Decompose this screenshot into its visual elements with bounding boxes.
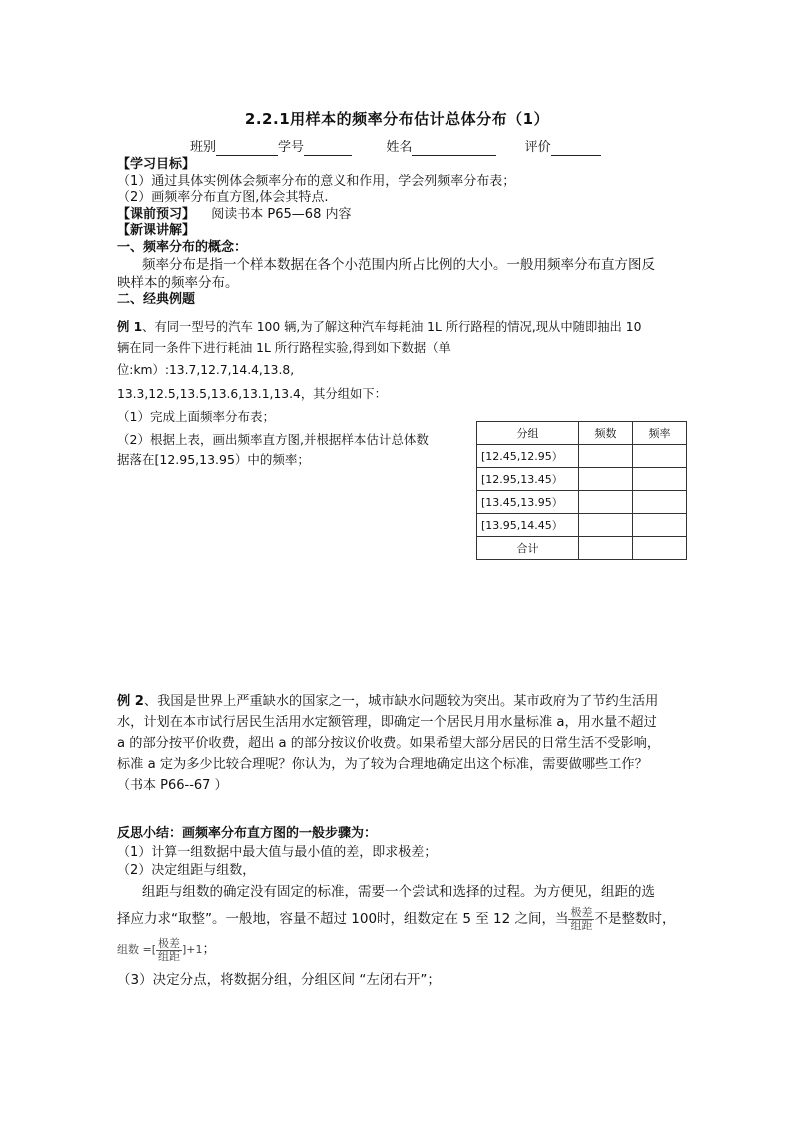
example-2-line-1: 例 2、我国是世界上严重缺水的国家之一，城市缺水问题较为突出。某市政府为了节约生活用 bbox=[117, 694, 659, 709]
table-cell[interactable] bbox=[579, 537, 633, 560]
table-cell: [12.95,13.45） bbox=[477, 468, 579, 491]
examples-heading: 二、经典例题 bbox=[117, 292, 196, 307]
table-row bbox=[477, 514, 687, 537]
table-cell: 合计 bbox=[477, 537, 579, 560]
example-1-label: 例 1 bbox=[117, 320, 143, 334]
class-label: 班别 bbox=[190, 140, 217, 155]
student-info-row bbox=[190, 140, 601, 156]
table-cell[interactable] bbox=[633, 468, 687, 491]
id-label: 学号 bbox=[278, 140, 305, 155]
formula-fraction: $\frac{\text{极差}}{\text{组距}}$ bbox=[158, 936, 181, 963]
concept-heading: 一、频率分布的概念： bbox=[117, 240, 248, 255]
group-count-formula: 组数 =[ $\frac{\text{极差}}{\text{组距}}$ ]+1； bbox=[117, 936, 216, 963]
example-1-question-2b: 据落在[12.95,13.95）中的频率； bbox=[117, 452, 310, 467]
table-cell[interactable] bbox=[633, 445, 687, 468]
name-label: 姓名 bbox=[386, 140, 413, 155]
page-title: 2.2.1用样本的频率分布估计总体分布（1） bbox=[244, 110, 550, 128]
summary-step-2: （2）决定组距与组数， bbox=[117, 863, 256, 878]
concept-text-1: 频率分布是指一个样本数据在各个小范围内所占比例的大小。一般用频率分布直方图反 bbox=[142, 257, 655, 273]
table-row bbox=[477, 491, 687, 514]
example-1-line-4: 13.3,12.5,13.5,13.6,13.1,13.4，其分组如下： bbox=[117, 387, 387, 401]
table-cell: [12.45,12.95） bbox=[477, 445, 579, 468]
class-field[interactable] bbox=[216, 142, 278, 156]
table-cell[interactable] bbox=[579, 445, 633, 468]
summary-step-1: （1）计算一组数据中最大值与最小值的差，即求极差； bbox=[117, 845, 438, 860]
example-1-question-1: （1）完成上面频率分布表； bbox=[117, 409, 275, 424]
table-cell[interactable] bbox=[633, 537, 687, 560]
example-1-line-2: 辆在同一条件下进行耗油 1L 所行路程实验,得到如下数据（单 bbox=[117, 341, 451, 355]
preview-row bbox=[117, 207, 352, 223]
summary-text-1: 组距与组数的确定没有固定的标准，需要一个尝试和选择的过程。为方便见，组距的选 bbox=[142, 884, 655, 900]
table-cell[interactable] bbox=[579, 491, 633, 514]
summary-text-2: 择应力求“取整”。一般地，容量不超过 100时，组数定在 5 至 12 之间，当 $\frac{\text{极差}}{\text{组距}}$ 不是整数时， bbox=[117, 905, 676, 932]
preview-text: 阅读书本 P65—68 内容 bbox=[211, 207, 352, 222]
table-cell[interactable] bbox=[633, 491, 687, 514]
new-lesson-heading: 【新课讲解】 bbox=[117, 223, 196, 238]
name-field[interactable] bbox=[412, 142, 496, 156]
concept-text-2: 映样本的频率分布。 bbox=[117, 275, 239, 291]
example-1-line-1: 例 1、有同一型号的汽车 100 辆,为了解这种汽车每耗油 1L 所行路程的情况,现从中随即抽出 10 bbox=[117, 320, 642, 334]
example-2-line-4: 标准 a 定为多少比较合理呢？你认为，为了较为合理地确定出这个标准，需要做哪些工作？ bbox=[117, 757, 648, 772]
example-2-line-5: （书本 P66--67 ） bbox=[117, 778, 228, 793]
table-cell[interactable] bbox=[633, 514, 687, 537]
table-row bbox=[477, 445, 687, 468]
range-over-width-fraction: $\frac{\text{极差}}{\text{组距}}$ bbox=[570, 905, 593, 932]
example-1-line-3: 位:km）:13.7,12.7,14.4,13.8, bbox=[117, 363, 295, 377]
table-row bbox=[477, 537, 687, 560]
summary-step-3: （3）决定分点，将数据分组，分组区间 “左闭右开”； bbox=[117, 972, 441, 988]
table-cell[interactable] bbox=[579, 468, 633, 491]
id-field[interactable] bbox=[304, 142, 352, 156]
table-cell: [13.95,14.45） bbox=[477, 514, 579, 537]
summary-heading: 反思小结：画频率分布直方图的一般步骤为： bbox=[117, 826, 378, 841]
example-2-line-3: a 的部分按平价收费，超出 a 的部分按议价收费。如果希望大部分居民的日常生活不受影响， bbox=[117, 736, 661, 751]
eval-field[interactable] bbox=[551, 142, 601, 156]
example-2-label: 例 2 bbox=[117, 694, 144, 709]
frequency-table bbox=[476, 421, 687, 560]
table-header-row bbox=[477, 422, 687, 445]
table-cell: [13.45,13.95） bbox=[477, 491, 579, 514]
table-cell[interactable] bbox=[579, 514, 633, 537]
table-row bbox=[477, 468, 687, 491]
table-header: 分组 bbox=[477, 422, 579, 445]
example-2-line-2: 水，计划在本市试行居民生活用水定额管理，即确定一个居民月用水量标准 a，用水量不超过 bbox=[117, 715, 657, 730]
table-header: 频数 bbox=[579, 422, 633, 445]
goal-item-2: （2）画频率分布直方图,体会其特点. bbox=[117, 190, 329, 205]
preview-heading: 【课前预习】 bbox=[117, 207, 196, 222]
example-1-question-2a: （2）根据上表，画出频率直方图,并根据样本估计总体数 bbox=[117, 432, 429, 447]
eval-label: 评价 bbox=[524, 140, 551, 155]
goal-item-1: （1）通过具体实例体会频率分布的意义和作用，学会列频率分布表； bbox=[117, 174, 516, 189]
table-header: 频率 bbox=[633, 422, 687, 445]
goals-heading: 【学习目标】 bbox=[117, 157, 196, 172]
